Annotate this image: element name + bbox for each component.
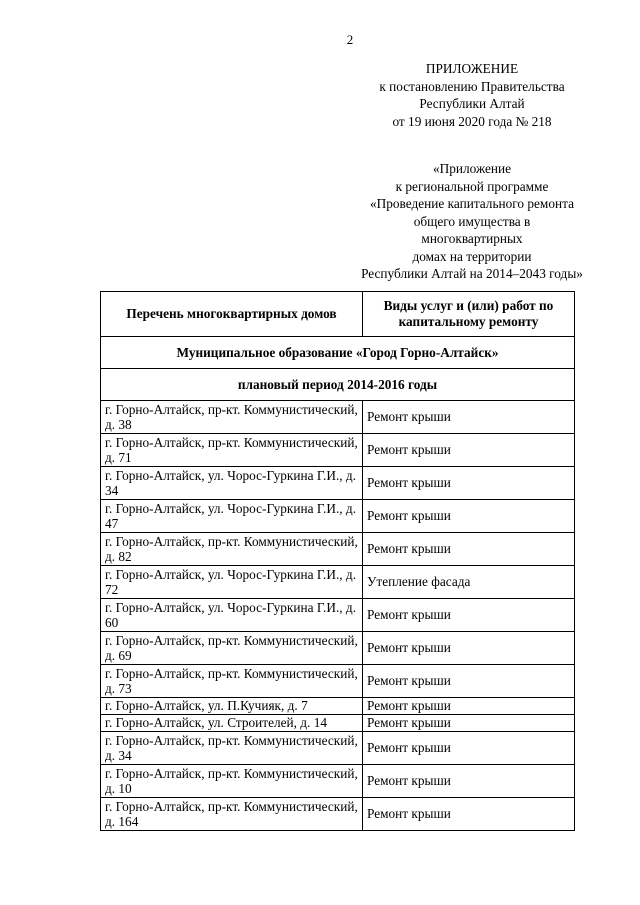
table-row [101, 467, 575, 500]
period-row [101, 369, 575, 401]
table-row [101, 566, 575, 599]
program-line: многоквартирных [421, 231, 523, 246]
building-address: г. Горно-Алтайск, пр-кт. Коммунистический, д. 82 [101, 533, 363, 566]
period-heading: плановый период 2014-2016 годы [101, 369, 575, 401]
table-row [101, 732, 575, 765]
work-type: Утепление фасада [363, 566, 575, 599]
table-row [101, 401, 575, 434]
table-row [101, 599, 575, 632]
building-address: г. Горно-Алтайск, пр-кт. Коммунистический, д. 38 [101, 401, 363, 434]
work-type: Ремонт крыши [363, 533, 575, 566]
building-address: г. Горно-Алтайск, пр-кт. Коммунистический, д. 71 [101, 434, 363, 467]
program-line: «Проведение капитального ремонта [370, 196, 574, 211]
building-address: г. Горно-Алтайск, ул. Чорос-Гуркина Г.И., д. 72 [101, 566, 363, 599]
building-address: г. Горно-Алтайск, пр-кт. Коммунистический, д. 69 [101, 632, 363, 665]
table-row [101, 632, 575, 665]
appendix-title: ПРИЛОЖЕНИЕ [425, 61, 519, 76]
municipality-row [101, 337, 575, 369]
building-address: г. Горно-Алтайск, ул. Чорос-Гуркина Г.И., д. 60 [101, 599, 363, 632]
work-type: Ремонт крыши [363, 632, 575, 665]
table-row [101, 533, 575, 566]
building-address: г. Горно-Алтайск, ул. Чорос-Гуркина Г.И., д. 47 [101, 500, 363, 533]
work-type: Ремонт крыши [363, 665, 575, 698]
appendix-line: от 19 июня 2020 года № 218 [392, 113, 552, 129]
table-row [101, 665, 575, 698]
building-address: г. Горно-Алтайск, пр-кт. Коммунистический, д. 73 [101, 665, 363, 698]
work-type: Ремонт крыши [363, 401, 575, 434]
work-type: Ремонт крыши [363, 715, 575, 732]
building-address: г. Горно-Алтайск, ул. П.Кучияк, д. 7 [101, 698, 363, 715]
program-line: домах на территории [412, 248, 532, 264]
work-type: Ремонт крыши [363, 798, 575, 831]
appendix-line: к постановлению Правительства [379, 78, 565, 94]
work-type: Ремонт крыши [363, 500, 575, 533]
table-row [101, 798, 575, 831]
work-type: Ремонт крыши [363, 599, 575, 632]
program-line: общего имущества в [413, 213, 531, 229]
municipality-heading: Муниципальное образование «Город Горно-Алтайск» [101, 337, 575, 369]
work-type: Ремонт крыши [363, 698, 575, 715]
work-type: Ремонт крыши [363, 765, 575, 798]
table-row [101, 434, 575, 467]
work-type: Ремонт крыши [363, 467, 575, 500]
program-reference-block [350, 160, 594, 283]
building-address: г. Горно-Алтайск, пр-кт. Коммунистический, д. 164 [101, 798, 363, 831]
appendix-block [358, 60, 586, 130]
table-row [101, 698, 575, 715]
program-line: Республики Алтай на 2014–2043 годы» [361, 266, 583, 281]
work-type: Ремонт крыши [363, 732, 575, 765]
building-address: г. Горно-Алтайск, пр-кт. Коммунистический, д. 34 [101, 732, 363, 765]
work-type: Ремонт крыши [363, 434, 575, 467]
page-number: 2 [346, 32, 354, 47]
apartment-buildings-table [100, 291, 575, 831]
program-line: к региональной программе [395, 178, 549, 194]
appendix-line: Республики Алтай [419, 96, 525, 111]
header-buildings-list: Перечень многоквартирных домов [101, 292, 363, 337]
table-row [101, 765, 575, 798]
building-address: г. Горно-Алтайск, ул. Чорос-Гуркина Г.И., д. 34 [101, 467, 363, 500]
table-row [101, 500, 575, 533]
table-header-row [101, 292, 575, 337]
program-line: «Приложение [432, 161, 511, 176]
header-work-types: Виды услуг и (или) работ по капитальному ремонту [363, 292, 575, 337]
table-row [101, 715, 575, 732]
building-address: г. Горно-Алтайск, ул. Строителей, д. 14 [101, 715, 363, 732]
building-address: г. Горно-Алтайск, пр-кт. Коммунистический, д. 10 [101, 765, 363, 798]
